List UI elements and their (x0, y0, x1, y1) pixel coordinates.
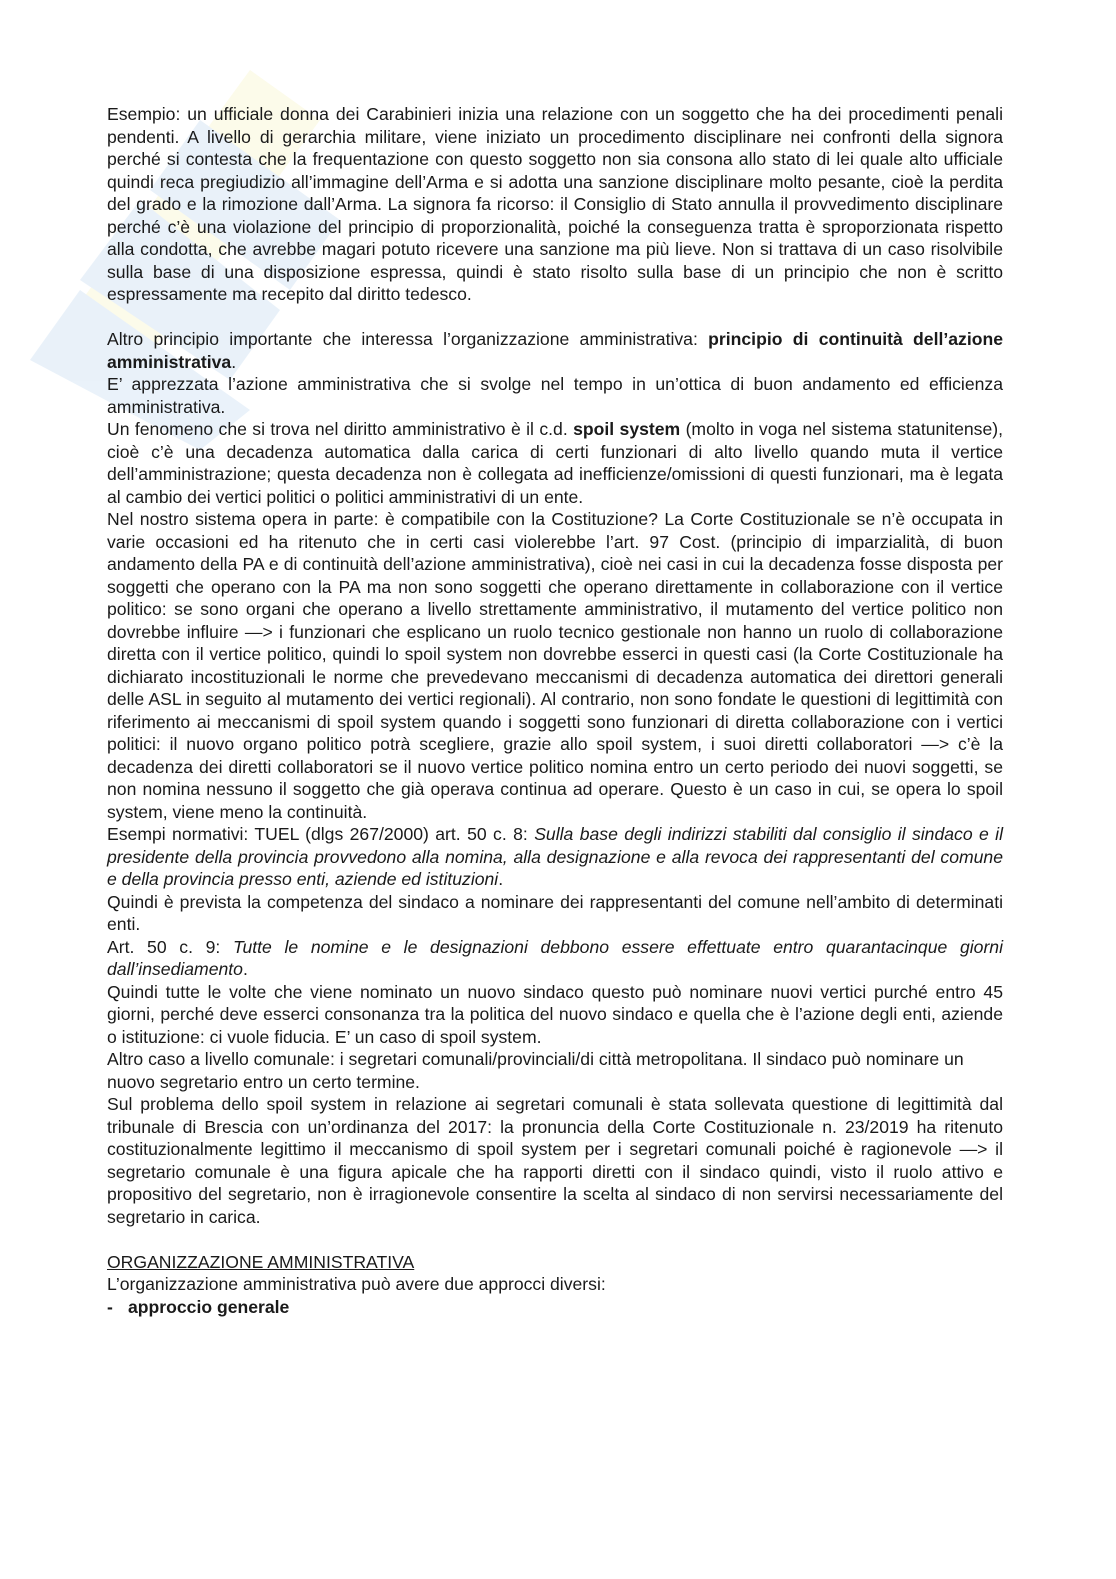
list-item (107, 1296, 1003, 1319)
paragraph-gap (107, 306, 1003, 329)
quote-art50-c8: Sulla base degli indirizzi stabiliti dal consiglio il sindaco e il presidente della provincia provvedono alla nomina, alla designazione e alla revoca dei rappresentanti del comune e della provincia presso enti, aziende ed istituzioni (107, 824, 1003, 889)
paragraph-tuel-art50-c8: Esempi normativi: TUEL (dlgs 267/2000) art. 50 c. 8: Sulla base degli indirizzi stabiliti dal consiglio il sindaco e il presidente della provincia provvedono alla nomina, alla designazione e alla revoca dei rappresentanti del comune e della provincia presso enti, aziende ed istituzioni. (107, 824, 1003, 889)
section-heading: ORGANIZZAZIONE AMMINISTRATIVA (107, 1251, 415, 1272)
paragraph-art50-c9: Art. 50 c. 9: Tutte le nomine e le designazioni debbono essere effettuate entro quarantacinque giorni dall’insediamento. (107, 936, 1003, 979)
list-item-label: approccio generale (128, 1296, 290, 1317)
quote-art50-c9: Tutte le nomine e le designazioni debbono essere effettuate entro quarantacinque giorni dall’insediamento (107, 936, 1003, 979)
paragraph-45-days: Quindi tutte le volte che viene nominato un nuovo sindaco questo può nominare nuovi vertici purché entro 45 giorni, perché deve esserci consonanza tra la politica del nuovo sindaco e quella che è l’azione degli enti, aziende o istituzione: ci vuole fiducia. E’ un caso di spoil system. (107, 981, 1003, 1047)
paragraph-segretari: Altro caso a livello comunale: i segretari comunali/provinciali/di città metropolitana. Il sindaco può nominare un nuovo segretario entro un certo termine. (107, 1049, 964, 1092)
paragraph-administrative-action: E’ apprezzata l’azione amministrativa che si svolge nel tempo in un’ottica di buon andamento ed efficienza amministrativa. (107, 374, 1003, 417)
paragraph-continuity-principle: Altro principio importante che interessa l’organizzazione amministrativa: principio di continuità dell’azione amministrativa. (107, 329, 1003, 372)
bullet-dash: - (107, 1296, 113, 1317)
document-page (107, 103, 1003, 1318)
section-intro: L’organizzazione amministrativa può avere due approcci diversi: (107, 1274, 606, 1294)
term-spoil-system: spoil system (573, 419, 681, 439)
paragraph-brescia-ruling: Sul problema dello spoil system in relazione ai segretari comunali è stata sollevata questione di legittimità dal tribunale di Brescia con un’ordinanza del 2017: la pronuncia della Corte Costituzionale n. 23/2019 ha ritenuto costituzionalmente legittimo il meccanismo di spoil system per i segretari comunali poiché è ragionevole —> il segretario comunale è una figura apicale che ha rapporti diretti con il sindaco quindi, visto il ruolo attivo e propositivo del segretario, non è irragionevole consentire la scelta al sindaco di non servirsi necessariamente del segretario in carica. (107, 1094, 1003, 1227)
term-continuity-principle: principio di continuità dell’azione amministrativa (107, 329, 1003, 372)
paragraph-sindaco-competence: Quindi è prevista la competenza del sindaco a nominare dei rappresentanti del comune nell’ambito di determinati enti. (107, 891, 1003, 934)
paragraph-spoil-system: Un fenomeno che si trova nel diritto amministrativo è il c.d. spoil system (molto in voga nel sistema statunitense), cioè c’è una decadenza automatica dalla carica di certi funzionari di alto livello quando muta il vertice dell’amministrazione; questa decadenza non è collegata ad inefficienze/omissioni di questi funzionari, ma è legata al cambio dei vertici politici o politici amministrativi di un ente. (107, 419, 1003, 507)
paragraph-example-carabinieri: Esempio: un ufficiale donna dei Carabinieri inizia una relazione con un soggetto che ha dei procedimenti penali pendenti. A livello di gerarchia militare, viene iniziato un procedimento disciplinare nei confronti della signora perché si contesta che la frequentazione con questo soggetto non sia consona allo stato di lei quale alto ufficiale quindi reca pregiudizio all’immagine dell’Arma e si adotta una sanzione disciplinare molto pesante, cioè la perdita del grado e la rimozione dall’Arma. La signora fa ricorso: il Consiglio di Stato annulla il provvedimento disciplinare perché c’è una violazione del principio di proporzionalità, poiché la conseguenza tratta è sproporzionata rispetto alla condotta, che avrebbe magari potuto ricevere una sanzione ma più lieve. Non si trattava di un caso risolvibile sulla base di una disposizione espressa, quindi è stato risolto sulla base di un principio che non è scritto espressamente ma recepito dal diritto tedesco. (107, 104, 1003, 304)
paragraph-gap (107, 1228, 1003, 1251)
paragraph-constitution: Nel nostro sistema opera in parte: è compatibile con la Costituzione? La Corte Costituzionale se n’è occupata in varie occasioni ed ha ritenuto che in certi casi violerebbe l’art. 97 Cost. (principio di imparzialità, di buon andamento della PA e di continuità dell’azione amministrativa), cioè nei casi in cui la decadenza fosse disposta per soggetti che operano con la PA ma non sono soggetti che operano direttamente in collaborazione con il vertice politico: se sono organi che operano a livello strettamente amministrativo, il mutamento del vertice politico non dovrebbe influire —> i funzionari che esplicano un ruolo tecnico gestionale non hanno un ruolo di collaborazione diretta con il vertice politico, quindi lo spoil system non dovrebbe esserci in questi casi (la Corte Costituzionale ha dichiarato incostituzionali le norme che prevedevano meccanismi di decadenza automatica dei direttori generali delle ASL in seguito al mutamento dei vertici regionali). Al contrario, non sono fondate le questioni di legittimità con riferimento ai meccanismi di spoil system quando i soggetti sono funzionari di diretta collaborazione con i vertici politici: il nuovo organo politico potrà scegliere, grazie allo spoil system, i suoi diretti collaboratori —> c’è la decadenza dei diretti collaboratori se il nuovo vertice politico nomina entro un certo periodo dei nuovi soggetti, se non nomina nessuno il soggetto che già operava continua ad operare. Questo è un caso in cui, se opera lo spoil system, viene meno la continuità. (107, 509, 1003, 822)
